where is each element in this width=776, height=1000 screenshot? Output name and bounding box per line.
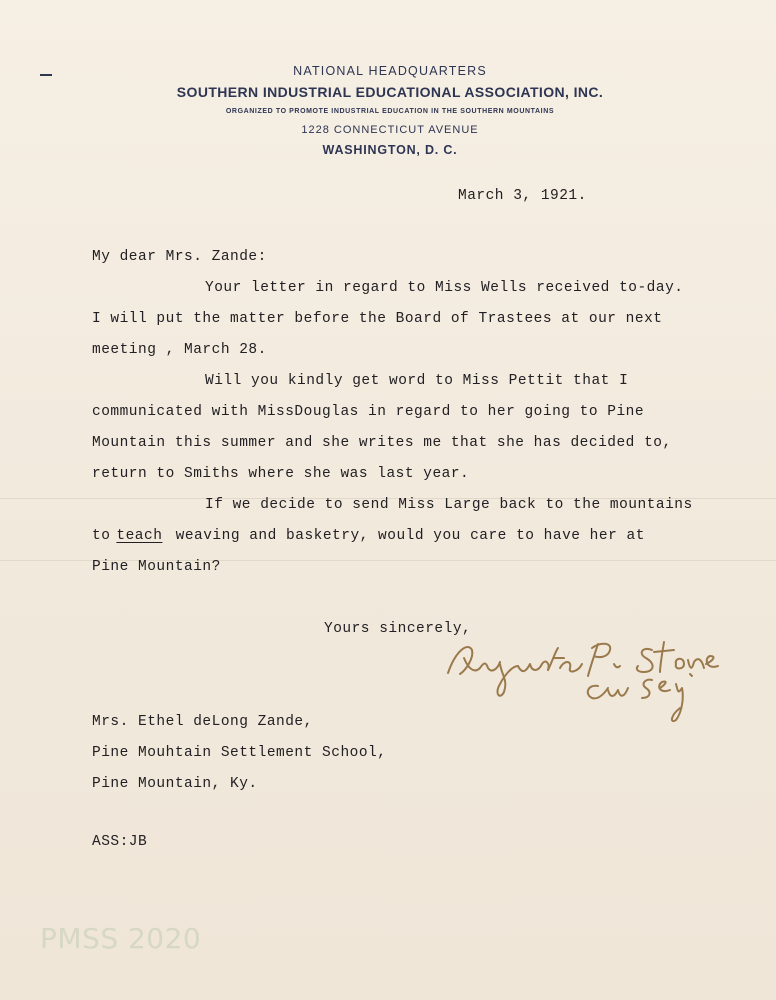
recipient-organization: Pine Mouhtain Settlement School, [92,745,387,761]
letterhead-headquarters: NATIONAL HEADQUARTERS [293,64,487,78]
body-line: meeting , March 28. [92,342,267,358]
letter-date: March 3, 1921. [458,188,587,204]
body-line [92,528,645,544]
recipient-city: Pine Mountain, Ky. [92,776,258,792]
recipient-name: Mrs. Ethel deLong Zande, [92,714,313,730]
body-line: Will you kindly get word to Miss Pettit that I [205,373,629,389]
body-line: Mountain this summer and she writes me that she has decided to, [92,435,672,451]
handwritten-signature [438,628,738,728]
body-line: communicated with MissDouglas in regard to her going to Pine [92,404,645,420]
body-line: return to Smiths where she was last year. [92,466,470,482]
margin-mark [40,74,52,76]
typist-initials: ASS:JB [92,834,148,850]
body-text: weaving and basketry, would you care to have her at [166,528,645,544]
letterhead-organization: SOUTHERN INDUSTRIAL EDUCATIONAL ASSOCIATION, INC. [176,84,604,100]
body-line: Your letter in regard to Miss Wells received to-day. [205,280,684,296]
closing: Yours sincerely, [324,621,472,637]
body-text: to [92,528,111,544]
letterhead-mission: ORGANIZED TO PROMOTE INDUSTRIAL EDUCATION IN THE SOUTHERN MOUNTAINS [225,108,555,115]
underlined-word: teach [116,528,163,544]
body-line: I will put the matter before the Board of Trastees at our next [92,311,663,327]
letterhead-street: 1228 CONNECTICUT AVENUE [301,124,479,136]
body-line: If we decide to send Miss Large back to the mountains [205,497,693,513]
letterhead-city: WASHINGTON, D. C. [322,143,458,157]
salutation: My dear Mrs. Zande: [92,249,267,265]
body-line: Pine Mountain? [92,559,221,575]
archive-watermark: PMSS 2020 [40,922,202,955]
